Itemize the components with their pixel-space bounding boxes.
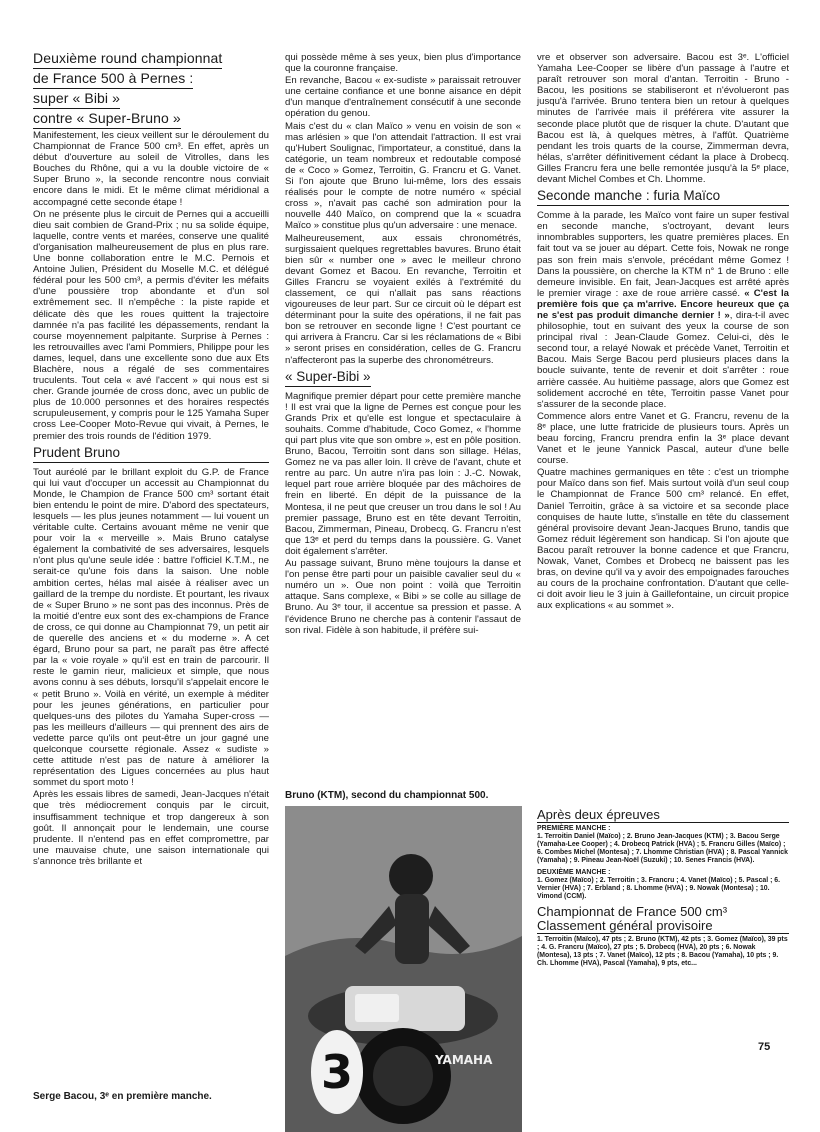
motocross-photo: [285, 806, 522, 1132]
first-heat-results: 1. Terroitin Daniel (Maïco) ; 2. Bruno Jean-Jacques (KTM) ; 3. Bacou Serge (Yamaha-Lee Cooper) ; 4. Drobecq Patrick (HVA) ; 5. Francru Gilles (Maïco) ; 6. Combes Michel (Montesa) ; 7. Lhomme Christian (HVA) ; 8. Pascal Yannick (Yamaha) ; 9. Pineau Jean-Noël (Suzuki) ; 10. Senes Francis (HVA).: [537, 833, 788, 864]
standings-title: [537, 905, 789, 934]
paragraph: En revanche, Bacou « ex-sudiste » paraissait retrouver une certaine confiance et une bonne aisance en dépit d'un manque d'entraînement consécutif à une seconde opération du genou.: [285, 75, 521, 120]
title-line-4: contre « Super-Bruno »: [33, 110, 181, 129]
page-number: 75: [758, 1041, 771, 1053]
second-heat-label: DEUXIÈME MANCHE :: [537, 869, 611, 876]
brand-label: YAMAHA: [435, 1053, 493, 1067]
article-column-2: [285, 52, 521, 637]
article-column-1: [33, 50, 269, 868]
caption-bacou: Serge Bacou, 3ᵉ en première manche.: [33, 1091, 212, 1102]
paragraph: Commence alors entre Vanet et G. Francru, revenu de la 8ᵉ place, une lutte fratricide de plusieurs tours. Après un beau forcing, Francru prendra enfin la 3ᵉ place devant Vanet et le jeune Yannick Pascal, auteur d'une belle course.: [537, 410, 789, 467]
paragraph-text: Comme à la parade, les Maïco vont faire un super festival en seconde manche, s'octroyant, devant leurs innombrables supporters, les quatre premières places. En fait tout va se jouer au départ. Cette fois, Nowak ne ronge pas son frein mais s'envole, précédant même Gomez ! Dans la poussière, on cherche la KTM n° 1 de Bruno : elle demeure invisible. En fait, Jean-Jacques est arrêté après le premier virage : axe de roue arrière cassé.: [537, 210, 789, 299]
caption-bruno: Bruno (KTM), second du championnat 500.: [285, 790, 489, 801]
results-box: [537, 808, 789, 972]
paragraph: Au passage suivant, Bruno mène toujours la danse et l'on pense être parti pour un paisible cavalier seul du « numéro un ». Oue non point : voilà que Terroitin attaque. Sans complexe, « Bibi » se colle au sillage de Bruno. Au 3ᵉ tour, il accentue sa pression et passe. A l'évidence Bruno ne cherche pas à contenir l'assaut de son rival. Fidèle à son habitude, il préfère sui-: [285, 558, 521, 636]
subhead-furia-maico: Seconde manche : furia Maïco: [537, 188, 789, 206]
article-title: [33, 50, 269, 130]
bruno-quote: « C'est la première fois que ça m'arrive. Encore heureux que ça ne s'est pas produit dimanche dernier ! »: [537, 287, 789, 321]
paragraph: Magnifique premier départ pour cette première manche ! Il est vrai que la ligne de Pernes est conçue pour les Grands Prix et qu'elle est longue et spectaculaire à souhaits. Comme d'habitude, Coco Gomez, « l'homme qui part plus vite que son ombre », est en pôle position. Bruno, Bacou, Terroitin sont dans son sillage. Hélas, Gomez ne va pas aller loin. Il crève de l'avant, chute et rentre au parc. Un autre n'ira pas loin : J.-C. Nowak, lequel part roue arrière bloquée par des mâchoires de frein en liberté. En dépit de la puissance de la Montesa, il ne peut que creuser un trou dans le sol ! Au premier passage, Bruno est en tête devant Terroitin, Bacou, Zimmerman, Pineau, Drobecq. G. Francru n'est que 13ᵉ et perd du temps dans la poussière. G. Vanet doit également s'arrêter.: [285, 390, 521, 557]
paragraph: Tout auréolé par le brillant exploit du G.P. de France qui lui vaut d'occuper un accessit au Championnat du Monde, le Champion de France 500 cm³ sortant était bien entendu le point de mire. D'abord des spectateurs, lesquels — les plus jeunes notamment — lui vouent un véritable culte. Certains avouant même ne venir que pour voir la « merveille ». Mais Bruno catalyse également la combativité de ses adversaires, lesquels n'ont plus qu'une seule idée : battre l'officiel K.T.M., ne serait-ce qu'une fois dans la saison. Une noble ambition certes, hélas mal aisée à réaliser avec un gaillard de la trempe du nordiste. Et pourtant, les rivaux de « Super Bruno » ne sont pas des inconnus. Près de la moitié d'entre eux sont des ex-champions de France de cross, ce qui donne au Championnat 79, un petit air de querelle des anciens et « du moderne ». A cet égard, Bruno pour sa part, ne paraît pas être affecté par la « voie royale » qu'il est en train de parcourir. Il reste le gamin rieur, malicieux et simple, que nous avons connu à ses débuts, lorsqu'il s'appelait encore le « petit Bruno ». Voilà en vérité, un exemple à méditer pour les jeunes générations, en particulier pour quelques-uns des pilotes du Yamaha Super-cross — pas les meilleurs d'ailleurs — qui prennent des airs de vedette parce qu'ils ont peut-être un jour gagné une quelconque coursette régionale. Assez « sudiste » cette attitude n'est pas de nature à améliorer la représentation des Ligues concernées au plus haut sommet du sport moto !: [33, 466, 269, 789]
paragraph: Quatre machines germaniques en tête : c'est un triomphe pour Maïco dans son fief. Mais surtout voilà d'un seul coup le Championnat de France 500 cm³ relancé. En effet, Daniel Terroitin, grâce à sa victoire et sa seconde place conquises de haute lutte, s'installe en tête du classement général provisoire devant Jean-Jacques Bruno, tandis que Gomez réduit légèrement son handicap. Si l'on ajoute que Bacou paraît retrouver la bonne cadence et que Francru, Nowak, Vanet, Combes et Drobecq ne baissent pas les bras, on devine qu'il va y avoir des empoignades farouches au cours de la prochaine confrontation. D'autant que celle-ci doit avoir lieu le 3 juin à Gaillefontaine, un circuit propice aux explications « au sommet ».: [537, 467, 789, 612]
subhead-prudent-bruno: Prudent Bruno: [33, 445, 269, 463]
article-column-3: [537, 52, 789, 613]
standings-title-line-2: Classement général provisoire: [537, 918, 713, 933]
standings-title-line-1: Championnat de France 500 cm³: [537, 904, 728, 919]
subhead-super-bibi: « Super-Bibi »: [285, 369, 371, 387]
paragraph: Après les essais libres de samedi, Jean-Jacques n'était que très médiocrement conquis par le circuit, insuffisamment technique et trop dangereux à son goût. Il annonçait pour le lendemain, une course prudente. Il n'entend pas en effet compromettre, par une mauvaise chute, une saison internationale qui s'annonce très brillante et: [33, 789, 269, 867]
second-heat-results: 1. Gomez (Maïco) ; 2. Terroitin ; 3. Francru ; 4. Vanet (Maïco) ; 5. Pascal ; 6. Vernier (HVA) ; 7. Erbland ; 8. Lhomme (HVA) ; 9. Nowak (Montesa) ; 10. Vimond (CCM).: [537, 877, 781, 900]
title-line-1: Deuxième round championnat: [33, 50, 222, 69]
title-line-2: de France 500 à Pernes :: [33, 70, 193, 89]
first-heat-label: PREMIÈRE MANCHE :: [537, 825, 611, 832]
standings-results: 1. Terroitin (Maïco), 47 pts ; 2. Bruno (KTM), 42 pts ; 3. Gomez (Maïco), 39 pts ; 4. G. Francru (Maïco), 27 pts ; 5. Drobecq (HVA), 20 pts ; 6. Nowak (Montesa), 13 pts ; 7. Vanet (Maïco), 12 pts ; 8. Bacou (Yamaha), 10 pts ; 9. Ch. Lhomme (HVA), Pascal (Yamaha), 9 pts, etc...: [537, 936, 788, 967]
paragraph: Mais c'est du « clan Maïco » venu en voisin de son « mas arlésien » que l'on attendait l'attraction. Il est vrai qu'Hubert Soulignac, l'importateur, a constitué, dans la catégorie, un team nombreux et redoutable composé de « Coco » Gomez, Terroitin, G. Francru et G. Vanet. Si l'on ajoute que Bruno lui-même, lors des essais réalisés pour le compte de notre numéro « spécial cross », n'avait pas caché son admiration pour la nouvelle 440 Maïco, on comprend que la « scuadra Maïco » constitue plus qu'un adversaire : une menace.: [285, 120, 521, 232]
results-title: Après deux épreuves: [537, 808, 789, 823]
race-number: 3: [320, 1045, 354, 1099]
title-line-3: super « Bibi »: [33, 90, 120, 109]
paragraph: vre et observer son adversaire. Bacou est 3ᵉ. L'officiel Yamaha Lee-Cooper se libère d'un passage à l'autre et paraît retrouver son moral d'antan. Terroitin - Bruno - Bacou, les positions se stabiliseront et n'évolueront pas jusqu'à l'arrivée. Bruno tentera bien un retour à quelques minutes de l'arrivée mais il préférera vite assurer la seconde place plutôt que de risquer la chute. D'autant que Bacou est là, à quelques mètres, à l'affût. Quatrième pendant les trois quarts de la course, Zimmerman devra, hélas, s'arrêter définitivement cédant la place à Drobecq. Gilles Francru fera une belle remontée jusqu'à la 5ᵉ place, devant Michel Combes et Ch. Lhomme.: [537, 52, 789, 186]
paragraph: On ne présente plus le circuit de Pernes qui a accueilli dieu sait combien de Grand-Prix ; nu sa solide équipe, laquelle, contre vents et marées, conserve une qualité d'organisation malheureusement de plus en plus rare. Une bonne collaboration entre le M.C. Pernois et Antoine Julien, Président du Moselle M.C. et délégué fédéral pour les 500 cm³, a permis d'éviter les méfaits d'une poussière trop abondante et d'un sol extrêmement sec. Il n'empêche : la piste rapide et délicate dès que les roues quittent la trajectoire damnée n'a pas facilité les dépassements, rendant la course moyennement palpitante. Surprise à Pernes : les retrouvailles avec l'ami Pommiers, Philippe pour les dames, lequel, dans une excellente sono due aux Ets Blachère, nous a régalé de ses commentaires truculents. Tout cela « avé l'accent » qui nous est si cher. Grande journée de cross donc, avec un public de plus de 10.000 personnes et des horaires respectés scrupuleusement, y compris pour le 125 Yamaha Super cross Lee-Cooper Moto-Revue qui vivait, à Pernes, le premier des trois rounds de l'édition 1979.: [33, 208, 269, 442]
motocross-rider-image: [285, 806, 522, 1132]
paragraph: Malheureusement, aux essais chronométrés, surgissaient quelques regrettables bavures. Bruno était bien sûr « number one » avec le meilleur chrono devant Gomez et Bacou. En revanche, Terroitin et Gilles Francru se voyaient exilés à l'extrémité du classement, ce qui n'allait pas sans réactions vigoureuses de leur part. Sur ce circuit où le départ est déterminant pour la suite des opérations, il ne fait pas bon se retrouver en seconde ligne ! C'est pourtant ce qui arrivera à Francru. Car si les réclamations de « Bibi » seront prises en considération, celles de G. Francru n'affecteront pas la superbe des chronométreurs.: [285, 232, 521, 366]
paragraph: [537, 210, 789, 410]
paragraph: qui possède même à ses yeux, bien plus d'importance que la couronne française.: [285, 52, 521, 75]
paragraph: Manifestement, les cieux veillent sur le déroulement du Championnat de France 500 cm³. En effet, après un début d'ouverture au soleil de Vitrolles, dans les Bouches du Rhône, qui a vu la double victoire de « Super Bruno », la seconde rencontre nous conviait encore dans le midi. Et le même climat méridional a accompagné cette seconde étape !: [33, 130, 269, 208]
paragraph-text: , dira-t-il avec philosophie, tout en suivant des yeux la course de son principal rival : Jean-Claude Gomez. Celui-ci, dès le second tour, a relayé Nowak et précède Vanet, Terroitin et Bacou. Mais Serge Bacou perd plusieurs places dans la boucle suivante, tente de revenir et doit s'arrêter : roue arrière cassée. Au huitième passage, alors que Gomez est solidement accroché en tête, Terroitin passe Vanet pour s'assurer de la seconde place.: [537, 309, 790, 410]
